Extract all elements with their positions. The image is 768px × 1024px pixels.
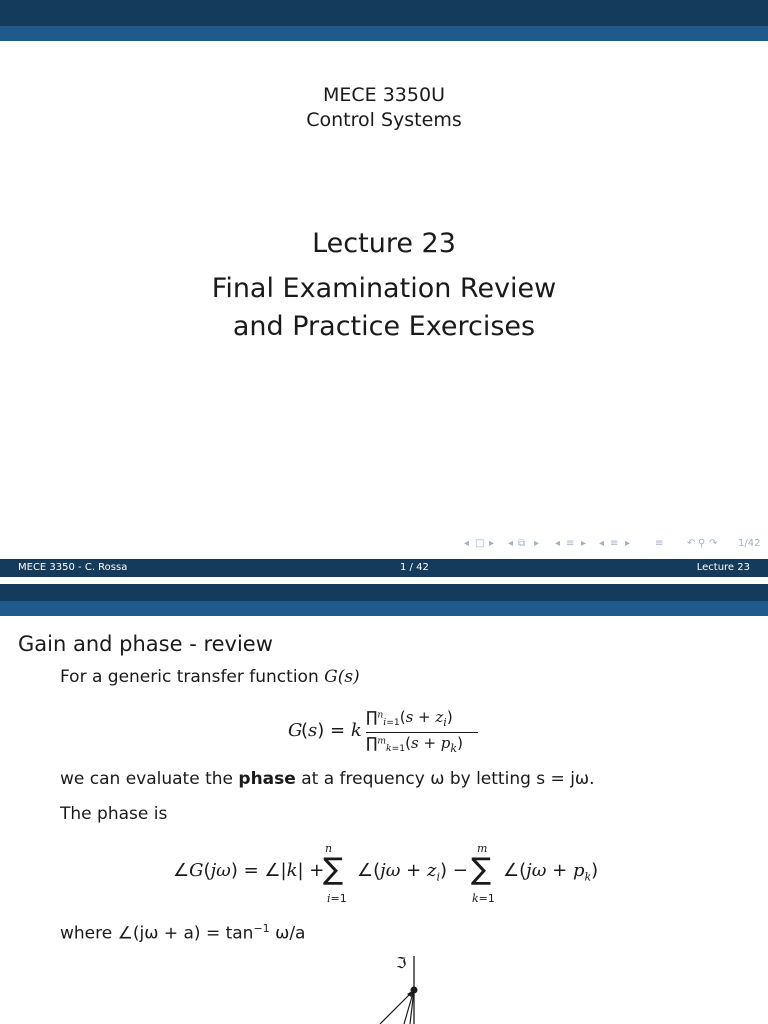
nav-section-icon: ≡ <box>566 538 575 549</box>
nav-forward-icon[interactable]: ↷ <box>709 538 718 549</box>
header-bar-light <box>0 26 768 41</box>
eval-text-1: we can evaluate the <box>60 769 239 789</box>
evaluate-sentence <box>60 767 595 791</box>
course-name: Control Systems <box>306 109 462 131</box>
content-slide: Gain and phase - review For a generic transfer function G(s) G (s) = k ∏$^n_{i=1}$(s + $z_i$) ∏$^m_{k=1}$(s + $p_k$) we can evaluate the phase at a frequency ω by letting s = jω. The phase is ∠G(jω) = ∠|k| + n ∑ i=1 ∠(jω + $z_i$) − m ∑ k=1 ∠(jω + $p_k$) where ∠(jω + $a) = \tan^{-1} \omega/a$ ℑ <box>0 584 768 1024</box>
where-sentence <box>60 917 305 946</box>
header-bar-light <box>0 601 768 616</box>
nav-subsection-next-icon[interactable]: ▸ <box>534 538 540 549</box>
nav-back-icon[interactable]: ↶ <box>687 538 696 549</box>
intro-sentence <box>60 665 360 689</box>
nav-subsection-prev-icon[interactable]: ◂ <box>508 538 514 549</box>
phase-vector-diagram <box>360 954 440 1024</box>
intro-math: G(s) <box>324 667 360 687</box>
beamer-navigation <box>462 537 768 553</box>
nav-frame-next-icon[interactable]: ▸ <box>489 538 495 549</box>
nav-frame-prev-icon[interactable]: ◂ <box>464 538 470 549</box>
intro-text: For a generic transfer function <box>60 667 325 687</box>
nav-part-icon: ≡ <box>610 538 619 549</box>
lecture-title-line1: Final Examination Review <box>211 273 557 304</box>
eval-text-2: at a frequency ω by letting s = jω. <box>295 769 595 789</box>
course-code: MECE 3350U <box>323 84 445 106</box>
where-text: where ∠(jω + a) = tan <box>60 923 254 944</box>
phase-is-text: The phase is <box>60 804 168 824</box>
nav-subsection-icon: ⧉ <box>518 538 526 549</box>
nav-page-indicator: 1/42 <box>738 538 761 549</box>
where-end: ω/a <box>269 923 306 944</box>
where-superscript: −1 <box>253 922 270 935</box>
footer-page: 1 / 42 <box>400 562 429 573</box>
phase-equation: ∠G(jω) = ∠|k| + n ∑ i=1 ∠(jω + $z_i$) − m ∑ k=1 ∠(jω + $p_k$) <box>173 842 599 905</box>
eval-bold: phase <box>238 769 296 789</box>
nav-part-next-icon[interactable]: ▸ <box>625 538 631 549</box>
imaginary-axis-label: ℑ <box>396 954 407 972</box>
nav-section-prev-icon[interactable]: ◂ <box>555 538 561 549</box>
nav-outline-icon[interactable]: ≡ <box>655 538 664 549</box>
header-bar-dark <box>0 584 768 601</box>
lecture-number: Lecture 23 <box>312 228 456 259</box>
nav-frame-icon: □ <box>475 538 485 549</box>
header-bar-dark <box>0 0 768 26</box>
nav-search-icon[interactable]: ⚲ <box>698 538 706 549</box>
footer-bar <box>0 559 768 577</box>
frame-title: Gain and phase - review <box>18 632 273 656</box>
footer-lecture: Lecture 23 <box>696 562 750 573</box>
nav-part-prev-icon[interactable]: ◂ <box>599 538 605 549</box>
lecture-title-line2: and Practice Exercises <box>232 311 536 342</box>
footer-author: MECE 3350 - C. Rossa <box>18 562 128 573</box>
nav-section-next-icon[interactable]: ▸ <box>581 538 587 549</box>
